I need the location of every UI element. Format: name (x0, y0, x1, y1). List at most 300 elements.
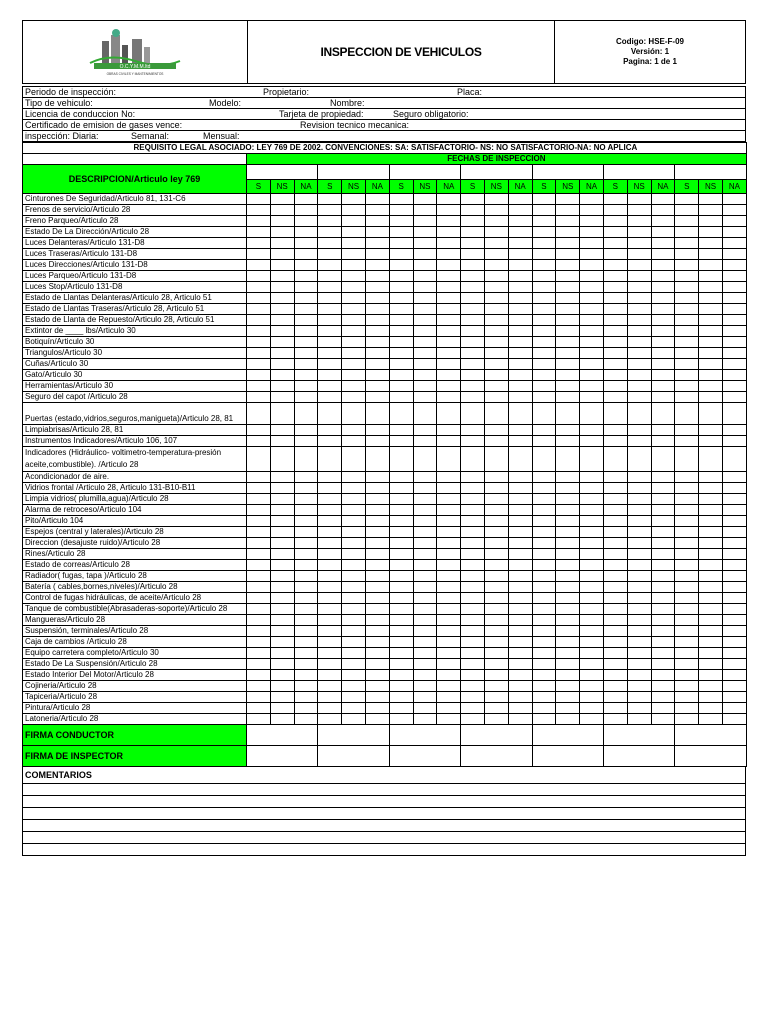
check-cell[interactable] (722, 637, 746, 648)
check-cell[interactable] (651, 637, 675, 648)
check-cell[interactable] (318, 392, 342, 403)
check-cell[interactable] (461, 670, 485, 681)
check-cell[interactable] (580, 527, 604, 538)
tarjeta-label[interactable]: Tarjeta de propiedad: (279, 109, 364, 119)
check-cell[interactable] (603, 392, 627, 403)
check-cell[interactable] (651, 315, 675, 326)
check-cell[interactable] (675, 425, 699, 436)
check-cell[interactable] (556, 648, 580, 659)
check-cell[interactable] (342, 337, 366, 348)
check-cell[interactable] (508, 538, 532, 549)
check-cell[interactable] (603, 505, 627, 516)
check-cell[interactable] (342, 692, 366, 703)
check-cell[interactable] (699, 582, 723, 593)
check-cell[interactable] (365, 571, 389, 582)
check-cell[interactable] (247, 571, 271, 582)
check-cell[interactable] (247, 472, 271, 483)
check-cell[interactable] (722, 238, 746, 249)
check-cell[interactable] (437, 637, 461, 648)
check-cell[interactable] (342, 505, 366, 516)
check-cell[interactable] (318, 560, 342, 571)
check-cell[interactable] (627, 703, 651, 714)
check-cell[interactable] (318, 604, 342, 615)
check-cell[interactable] (699, 560, 723, 571)
check-cell[interactable] (627, 326, 651, 337)
check-cell[interactable] (532, 381, 556, 392)
check-cell[interactable] (294, 282, 318, 293)
check-cell[interactable] (627, 293, 651, 304)
check-cell[interactable] (247, 714, 271, 725)
check-cell[interactable] (603, 593, 627, 604)
check-cell[interactable] (580, 494, 604, 505)
check-cell[interactable] (270, 238, 294, 249)
check-cell[interactable] (556, 315, 580, 326)
check-cell[interactable] (365, 538, 389, 549)
check-cell[interactable] (532, 370, 556, 381)
check-cell[interactable] (247, 483, 271, 494)
check-cell[interactable] (556, 249, 580, 260)
check-cell[interactable] (247, 516, 271, 527)
check-cell[interactable] (484, 249, 508, 260)
check-cell[interactable] (389, 425, 413, 436)
check-cell[interactable] (389, 626, 413, 637)
check-cell[interactable] (675, 582, 699, 593)
check-cell[interactable] (318, 549, 342, 560)
check-cell[interactable] (294, 194, 318, 205)
check-cell[interactable] (556, 516, 580, 527)
check-cell[interactable] (342, 571, 366, 582)
check-cell[interactable] (675, 538, 699, 549)
check-cell[interactable] (603, 348, 627, 359)
check-cell[interactable] (627, 472, 651, 483)
check-cell[interactable] (580, 381, 604, 392)
check-cell[interactable] (389, 370, 413, 381)
check-cell[interactable] (627, 549, 651, 560)
check-cell[interactable] (580, 249, 604, 260)
check-cell[interactable] (603, 582, 627, 593)
check-cell[interactable] (365, 271, 389, 282)
check-cell[interactable] (318, 337, 342, 348)
check-cell[interactable] (318, 505, 342, 516)
check-cell[interactable] (247, 538, 271, 549)
check-cell[interactable] (270, 648, 294, 659)
check-cell[interactable] (389, 648, 413, 659)
check-cell[interactable] (484, 370, 508, 381)
check-cell[interactable] (342, 282, 366, 293)
check-cell[interactable] (580, 282, 604, 293)
check-cell[interactable] (247, 403, 271, 425)
check-cell[interactable] (603, 403, 627, 425)
check-cell[interactable] (437, 271, 461, 282)
check-cell[interactable] (675, 505, 699, 516)
check-cell[interactable] (484, 337, 508, 348)
check-cell[interactable] (318, 403, 342, 425)
check-cell[interactable] (484, 472, 508, 483)
check-cell[interactable] (247, 293, 271, 304)
check-cell[interactable] (389, 659, 413, 670)
check-cell[interactable] (675, 670, 699, 681)
check-cell[interactable] (437, 282, 461, 293)
check-cell[interactable] (722, 648, 746, 659)
check-cell[interactable] (699, 604, 723, 615)
check-cell[interactable] (294, 337, 318, 348)
check-cell[interactable] (722, 260, 746, 271)
check-cell[interactable] (675, 472, 699, 483)
check-cell[interactable] (603, 626, 627, 637)
check-cell[interactable] (675, 681, 699, 692)
check-cell[interactable] (532, 538, 556, 549)
check-cell[interactable] (365, 359, 389, 370)
check-cell[interactable] (342, 403, 366, 425)
check-cell[interactable] (580, 472, 604, 483)
check-cell[interactable] (722, 505, 746, 516)
check-cell[interactable] (389, 593, 413, 604)
check-cell[interactable] (603, 483, 627, 494)
check-cell[interactable] (461, 615, 485, 626)
check-cell[interactable] (461, 392, 485, 403)
check-cell[interactable] (675, 648, 699, 659)
check-cell[interactable] (437, 571, 461, 582)
check-cell[interactable] (294, 227, 318, 238)
check-cell[interactable] (699, 505, 723, 516)
check-cell[interactable] (294, 593, 318, 604)
check-cell[interactable] (413, 670, 437, 681)
check-cell[interactable] (413, 593, 437, 604)
check-cell[interactable] (651, 692, 675, 703)
check-cell[interactable] (699, 571, 723, 582)
tipo-label[interactable]: Tipo de vehiculo: (25, 98, 93, 108)
check-cell[interactable] (603, 659, 627, 670)
check-cell[interactable] (675, 260, 699, 271)
check-cell[interactable] (532, 447, 556, 472)
check-cell[interactable] (389, 681, 413, 692)
check-cell[interactable] (294, 271, 318, 282)
check-cell[interactable] (508, 549, 532, 560)
check-cell[interactable] (437, 538, 461, 549)
check-cell[interactable] (556, 582, 580, 593)
check-cell[interactable] (627, 582, 651, 593)
check-cell[interactable] (318, 348, 342, 359)
check-cell[interactable] (484, 494, 508, 505)
check-cell[interactable] (365, 381, 389, 392)
check-cell[interactable] (461, 571, 485, 582)
check-cell[interactable] (675, 549, 699, 560)
check-cell[interactable] (484, 425, 508, 436)
check-cell[interactable] (389, 505, 413, 516)
check-cell[interactable] (627, 216, 651, 227)
check-cell[interactable] (318, 359, 342, 370)
check-cell[interactable] (247, 582, 271, 593)
check-cell[interactable] (603, 516, 627, 527)
check-cell[interactable] (603, 370, 627, 381)
check-cell[interactable] (413, 238, 437, 249)
check-cell[interactable] (270, 692, 294, 703)
check-cell[interactable] (294, 659, 318, 670)
check-cell[interactable] (722, 571, 746, 582)
check-cell[interactable] (294, 381, 318, 392)
check-cell[interactable] (508, 227, 532, 238)
check-cell[interactable] (437, 472, 461, 483)
check-cell[interactable] (484, 714, 508, 725)
check-cell[interactable] (556, 659, 580, 670)
check-cell[interactable] (294, 425, 318, 436)
check-cell[interactable] (627, 538, 651, 549)
check-cell[interactable] (651, 549, 675, 560)
check-cell[interactable] (437, 293, 461, 304)
check-cell[interactable] (484, 538, 508, 549)
check-cell[interactable] (413, 282, 437, 293)
check-cell[interactable] (484, 282, 508, 293)
check-cell[interactable] (461, 483, 485, 494)
check-cell[interactable] (508, 315, 532, 326)
check-cell[interactable] (342, 447, 366, 472)
inspection-date-cell[interactable] (603, 165, 674, 180)
check-cell[interactable] (675, 348, 699, 359)
check-cell[interactable] (627, 447, 651, 472)
check-cell[interactable] (699, 304, 723, 315)
check-cell[interactable] (437, 381, 461, 392)
check-cell[interactable] (270, 260, 294, 271)
check-cell[interactable] (389, 670, 413, 681)
check-cell[interactable] (532, 516, 556, 527)
check-cell[interactable] (437, 483, 461, 494)
check-cell[interactable] (603, 615, 627, 626)
check-cell[interactable] (532, 505, 556, 516)
check-cell[interactable] (318, 637, 342, 648)
check-cell[interactable] (461, 538, 485, 549)
check-cell[interactable] (365, 494, 389, 505)
check-cell[interactable] (603, 637, 627, 648)
check-cell[interactable] (627, 238, 651, 249)
check-cell[interactable] (627, 626, 651, 637)
check-cell[interactable] (484, 436, 508, 447)
check-cell[interactable] (508, 337, 532, 348)
check-cell[interactable] (556, 216, 580, 227)
check-cell[interactable] (699, 392, 723, 403)
check-cell[interactable] (247, 447, 271, 472)
check-cell[interactable] (437, 436, 461, 447)
check-cell[interactable] (484, 238, 508, 249)
check-cell[interactable] (342, 392, 366, 403)
check-cell[interactable] (318, 304, 342, 315)
check-cell[interactable] (651, 483, 675, 494)
check-cell[interactable] (437, 549, 461, 560)
check-cell[interactable] (651, 714, 675, 725)
check-cell[interactable] (508, 348, 532, 359)
check-cell[interactable] (627, 425, 651, 436)
check-cell[interactable] (675, 604, 699, 615)
check-cell[interactable] (532, 436, 556, 447)
check-cell[interactable] (484, 560, 508, 571)
check-cell[interactable] (270, 425, 294, 436)
check-cell[interactable] (580, 626, 604, 637)
check-cell[interactable] (675, 626, 699, 637)
check-cell[interactable] (722, 483, 746, 494)
check-cell[interactable] (603, 227, 627, 238)
check-cell[interactable] (556, 227, 580, 238)
check-cell[interactable] (270, 714, 294, 725)
check-cell[interactable] (365, 593, 389, 604)
check-cell[interactable] (508, 249, 532, 260)
check-cell[interactable] (508, 659, 532, 670)
check-cell[interactable] (699, 249, 723, 260)
check-cell[interactable] (389, 392, 413, 403)
check-cell[interactable] (365, 348, 389, 359)
check-cell[interactable] (722, 549, 746, 560)
check-cell[interactable] (365, 560, 389, 571)
check-cell[interactable] (580, 436, 604, 447)
check-cell[interactable] (651, 293, 675, 304)
check-cell[interactable] (675, 560, 699, 571)
check-cell[interactable] (651, 582, 675, 593)
check-cell[interactable] (603, 271, 627, 282)
check-cell[interactable] (580, 659, 604, 670)
check-cell[interactable] (556, 392, 580, 403)
check-cell[interactable] (556, 714, 580, 725)
check-cell[interactable] (580, 483, 604, 494)
check-cell[interactable] (627, 271, 651, 282)
check-cell[interactable] (389, 216, 413, 227)
check-cell[interactable] (461, 527, 485, 538)
check-cell[interactable] (437, 516, 461, 527)
check-cell[interactable] (556, 337, 580, 348)
signature-cell[interactable] (389, 746, 460, 767)
check-cell[interactable] (413, 436, 437, 447)
check-cell[interactable] (270, 560, 294, 571)
check-cell[interactable] (365, 637, 389, 648)
check-cell[interactable] (651, 447, 675, 472)
check-cell[interactable] (413, 483, 437, 494)
check-cell[interactable] (294, 516, 318, 527)
check-cell[interactable] (461, 681, 485, 692)
check-cell[interactable] (413, 293, 437, 304)
check-cell[interactable] (294, 648, 318, 659)
check-cell[interactable] (270, 659, 294, 670)
check-cell[interactable] (437, 337, 461, 348)
check-cell[interactable] (722, 593, 746, 604)
check-cell[interactable] (365, 516, 389, 527)
check-cell[interactable] (342, 648, 366, 659)
check-cell[interactable] (532, 549, 556, 560)
check-cell[interactable] (627, 571, 651, 582)
check-cell[interactable] (318, 516, 342, 527)
check-cell[interactable] (461, 304, 485, 315)
check-cell[interactable] (580, 692, 604, 703)
check-cell[interactable] (627, 315, 651, 326)
check-cell[interactable] (484, 447, 508, 472)
check-cell[interactable] (247, 304, 271, 315)
check-cell[interactable] (247, 425, 271, 436)
check-cell[interactable] (365, 582, 389, 593)
check-cell[interactable] (389, 271, 413, 282)
check-cell[interactable] (580, 392, 604, 403)
check-cell[interactable] (532, 472, 556, 483)
check-cell[interactable] (532, 670, 556, 681)
check-cell[interactable] (294, 403, 318, 425)
check-cell[interactable] (508, 326, 532, 337)
check-cell[interactable] (722, 282, 746, 293)
check-cell[interactable] (532, 216, 556, 227)
check-cell[interactable] (270, 626, 294, 637)
check-cell[interactable] (318, 670, 342, 681)
check-cell[interactable] (556, 205, 580, 216)
check-cell[interactable] (270, 593, 294, 604)
check-cell[interactable] (508, 436, 532, 447)
check-cell[interactable] (318, 205, 342, 216)
check-cell[interactable] (651, 659, 675, 670)
check-cell[interactable] (318, 216, 342, 227)
check-cell[interactable] (699, 205, 723, 216)
check-cell[interactable] (675, 447, 699, 472)
check-cell[interactable] (556, 436, 580, 447)
check-cell[interactable] (365, 249, 389, 260)
check-cell[interactable] (651, 271, 675, 282)
check-cell[interactable] (532, 593, 556, 604)
check-cell[interactable] (651, 505, 675, 516)
check-cell[interactable] (651, 205, 675, 216)
check-cell[interactable] (413, 359, 437, 370)
check-cell[interactable] (389, 337, 413, 348)
check-cell[interactable] (532, 582, 556, 593)
check-cell[interactable] (580, 571, 604, 582)
check-cell[interactable] (437, 714, 461, 725)
check-cell[interactable] (699, 692, 723, 703)
check-cell[interactable] (294, 538, 318, 549)
check-cell[interactable] (532, 271, 556, 282)
check-cell[interactable] (413, 516, 437, 527)
check-cell[interactable] (556, 425, 580, 436)
check-cell[interactable] (627, 359, 651, 370)
check-cell[interactable] (270, 326, 294, 337)
check-cell[interactable] (603, 648, 627, 659)
check-cell[interactable] (318, 714, 342, 725)
check-cell[interactable] (461, 238, 485, 249)
check-cell[interactable] (532, 659, 556, 670)
check-cell[interactable] (389, 282, 413, 293)
check-cell[interactable] (722, 425, 746, 436)
check-cell[interactable] (342, 205, 366, 216)
check-cell[interactable] (508, 194, 532, 205)
check-cell[interactable] (294, 604, 318, 615)
check-cell[interactable] (461, 703, 485, 714)
check-cell[interactable] (699, 216, 723, 227)
check-cell[interactable] (722, 692, 746, 703)
check-cell[interactable] (484, 483, 508, 494)
check-cell[interactable] (461, 260, 485, 271)
check-cell[interactable] (580, 714, 604, 725)
check-cell[interactable] (437, 238, 461, 249)
check-cell[interactable] (651, 626, 675, 637)
check-cell[interactable] (651, 260, 675, 271)
check-cell[interactable] (294, 670, 318, 681)
check-cell[interactable] (651, 216, 675, 227)
inspection-date-cell[interactable] (318, 165, 389, 180)
check-cell[interactable] (294, 315, 318, 326)
check-cell[interactable] (461, 604, 485, 615)
check-cell[interactable] (461, 249, 485, 260)
check-cell[interactable] (318, 692, 342, 703)
check-cell[interactable] (675, 227, 699, 238)
check-cell[interactable] (365, 615, 389, 626)
signature-cell[interactable] (247, 725, 318, 746)
check-cell[interactable] (484, 692, 508, 703)
check-cell[interactable] (342, 348, 366, 359)
check-cell[interactable] (318, 238, 342, 249)
check-cell[interactable] (318, 571, 342, 582)
check-cell[interactable] (556, 304, 580, 315)
check-cell[interactable] (651, 425, 675, 436)
check-cell[interactable] (580, 271, 604, 282)
